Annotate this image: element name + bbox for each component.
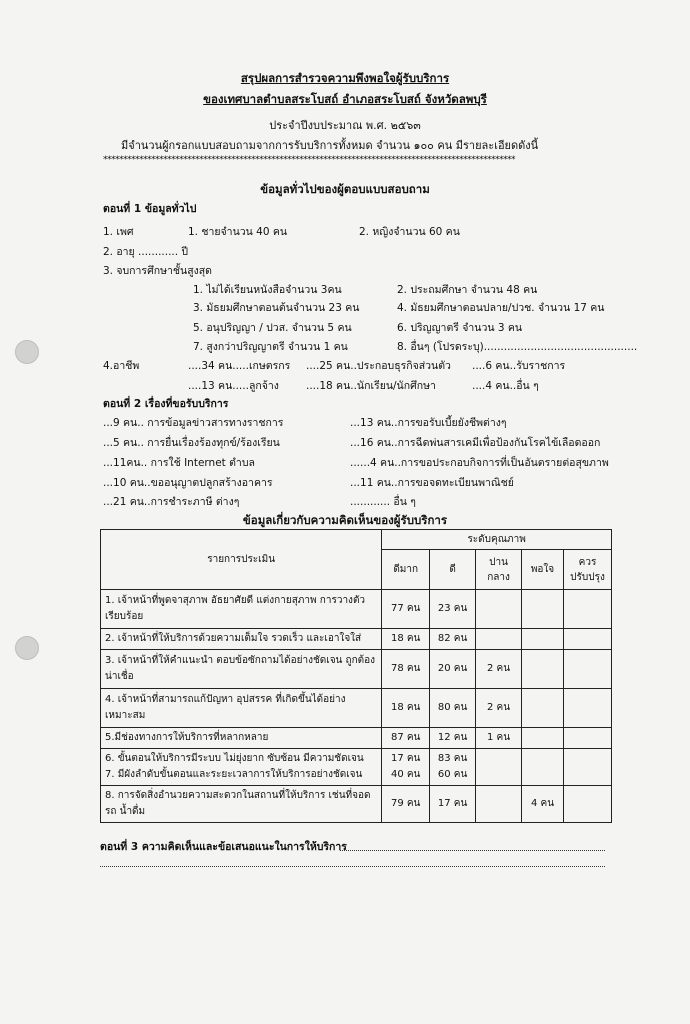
service-item-left: ...5 คน.. การยื่นเรื่องร้องทุกข์/ร้องเรียน bbox=[103, 437, 280, 449]
occupation-item: ....4 คน..อื่น ๆ bbox=[472, 380, 539, 392]
occupation-item: ....18 คน..นักเรียน/นักศึกษา bbox=[306, 380, 436, 392]
part1-heading: ตอนที่ 1 ข้อมูลทั่วไป bbox=[103, 203, 197, 215]
evaluation-item: 2. เจ้าหน้าที่ให้บริการด้วยความเต็มใจ รวดเร็ว และเอาใจใส่ bbox=[101, 629, 382, 650]
level-value bbox=[476, 590, 522, 629]
sex-male: 1. ชายจำนวน 40 คน bbox=[188, 226, 288, 238]
level-value bbox=[522, 728, 564, 749]
level-value: 20 คน bbox=[430, 650, 476, 689]
level-header: ปาน กลาง bbox=[476, 550, 522, 590]
evaluation-item: 3. เจ้าหน้าที่ให้คำแนะนำ ตอบข้อซักถามได้อย่างชัดเจน ถูกต้อง น่าเชื่อ bbox=[101, 650, 382, 689]
table-row bbox=[101, 786, 612, 823]
col-header-item: รายการประเมิน bbox=[101, 530, 382, 590]
service-item-left: ...21 คน..การชำระภาษี ต่างๆ bbox=[103, 496, 240, 508]
evaluation-item: 6. ขั้นตอนให้บริการมีระบบ ไม่ยุ่งยาก ซับซ้อน มีความชัดเจน 7. มีผังลำดับขั้นตอนและระยะเวลาการให้บริการอย่างชัดเจน bbox=[101, 749, 382, 786]
title-line-2: ของเทศบาลตำบลสระโบสถ์ อำเภอสระโบสถ์ จังหวัดลพบุรี bbox=[203, 92, 487, 106]
table-row bbox=[101, 590, 612, 629]
level-value bbox=[476, 786, 522, 823]
edu-item: 1. ไม่ได้เรียนหนังสือจำนวน 3คน bbox=[193, 284, 342, 296]
education-label: 3. จบการศึกษาชั้นสูงสุด bbox=[103, 265, 212, 277]
level-value: 77 คน bbox=[382, 590, 430, 629]
level-value: 4 คน bbox=[522, 786, 564, 823]
edu-item: 7. สูงกว่าปริญญาตรี จำนวน 1 คน bbox=[193, 341, 348, 353]
level-value bbox=[563, 786, 611, 823]
service-item-right: ...13 คน..การขอรับเบี้ยยังชีพต่างๆ bbox=[350, 417, 507, 429]
level-value bbox=[563, 728, 611, 749]
col-header-level: ระดับคุณภาพ bbox=[382, 530, 612, 550]
level-value: 2 คน bbox=[476, 689, 522, 728]
age-field: 2. อายุ ............ ปี bbox=[103, 246, 189, 258]
level-header: ดีมาก bbox=[382, 550, 430, 590]
level-value bbox=[563, 590, 611, 629]
service-item-right: ...11 คน..การขอจดทะเบียนพาณิชย์ bbox=[350, 477, 514, 489]
table-row bbox=[101, 689, 612, 728]
title-line-1: สรุปผลการสำรวจความพึงพอใจผู้รับบริการ bbox=[240, 71, 450, 85]
level-header: พอใจ bbox=[522, 550, 564, 590]
edu-item: 5. อนุปริญญา / ปวส. จำนวน 5 คน bbox=[193, 322, 352, 334]
level-value bbox=[563, 650, 611, 689]
level-value: 79 คน bbox=[382, 786, 430, 823]
evaluation-item: 5.มีช่องทางการให้บริการที่หลากหลาย bbox=[101, 728, 382, 749]
level-value: 87 คน bbox=[382, 728, 430, 749]
punch-hole-bottom bbox=[15, 636, 39, 660]
level-value: 17 คน 40 คน bbox=[382, 749, 430, 786]
level-value bbox=[476, 749, 522, 786]
occupation-item: ....13 คน.....ลูกจ้าง bbox=[188, 380, 279, 392]
level-value: 23 คน bbox=[430, 590, 476, 629]
sex-label: 1. เพศ bbox=[103, 226, 134, 238]
level-value: 18 คน bbox=[382, 629, 430, 650]
table-row bbox=[101, 629, 612, 650]
edu-item: 3. มัธยมศึกษาตอนต้นจำนวน 23 คน bbox=[193, 302, 360, 314]
opinion-table bbox=[100, 529, 612, 823]
level-value bbox=[522, 689, 564, 728]
level-value bbox=[563, 629, 611, 650]
edu-item: 2. ประถมศึกษา จำนวน 48 คน bbox=[397, 284, 538, 296]
level-value bbox=[522, 629, 564, 650]
level-value bbox=[522, 590, 564, 629]
level-value bbox=[522, 749, 564, 786]
service-item-right: ......4 คน..การขอประกอบกิจการที่เป็นอันตรายต่อสุขภาพ bbox=[350, 457, 609, 469]
service-item-left: ...10 คน..ขออนุญาตปลูกสร้างอาคาร bbox=[103, 477, 273, 489]
level-value: 82 คน bbox=[430, 629, 476, 650]
edu-item: 6. ปริญญาตรี จำนวน 3 คน bbox=[397, 322, 523, 334]
occupation-label: 4.อาชีพ bbox=[103, 360, 140, 372]
level-value: 18 คน bbox=[382, 689, 430, 728]
comment-line bbox=[100, 866, 605, 867]
punch-hole-top bbox=[15, 340, 39, 364]
occupation-item: ....6 คน..รับราชการ bbox=[472, 360, 566, 372]
opinion-heading: ข้อมูลเกี่ยวกับความคิดเห็นของผู้รับบริการ bbox=[242, 513, 448, 527]
respondents-count: มีจำนวนผู้กรอกแบบสอบถามจากการรับบริการทั้งหมด จำนวน ๑๐๐ คน มีรายละเอียดดังนี้ bbox=[121, 139, 539, 152]
table-row bbox=[101, 749, 612, 786]
level-value bbox=[563, 689, 611, 728]
service-item-right: ............ อื่น ๆ bbox=[350, 496, 416, 508]
table-row bbox=[101, 728, 612, 749]
level-value: 1 คน bbox=[476, 728, 522, 749]
fiscal-year: ประจำปีงบประมาณ พ.ศ. ๒๕๖๓ bbox=[269, 119, 421, 132]
sex-female: 2. หญิงจำนวน 60 คน bbox=[359, 226, 460, 238]
occupation-item: ....25 คน..ประกอบธุรกิจส่วนตัว bbox=[306, 360, 451, 372]
comment-line bbox=[340, 850, 605, 851]
level-value: 78 คน bbox=[382, 650, 430, 689]
occupation-item: ....34 คน.....เกษตรกร bbox=[188, 360, 291, 372]
part3-heading: ตอนที่ 3 ความคิดเห็นและข้อเสนอแนะในการให้บริการ bbox=[100, 841, 347, 853]
level-value bbox=[522, 650, 564, 689]
level-value: 2 คน bbox=[476, 650, 522, 689]
evaluation-item: 8. การจัดสิ่งอำนวยความสะดวกในสถานที่ให้บริการ เช่นที่จอด รถ น้ำดื่ม bbox=[101, 786, 382, 823]
level-value bbox=[563, 749, 611, 786]
general-heading: ข้อมูลทั่วไปของผู้ตอบแบบสอบถาม bbox=[260, 182, 430, 196]
level-value: 17 คน bbox=[430, 786, 476, 823]
part2-heading: ตอนที่ 2 เรื่องที่ขอรับบริการ bbox=[103, 398, 229, 410]
service-item-left: ...11คน.. การใช้ Internet ตำบล bbox=[103, 457, 255, 469]
edu-item: 8. อื่นๆ (โปรดระบุ).............................................. bbox=[397, 341, 638, 353]
level-header: ดี bbox=[430, 550, 476, 590]
edu-item: 4. มัธยมศึกษาตอนปลาย/ปวช. จำนวน 17 คน bbox=[397, 302, 605, 314]
service-item-left: ...9 คน.. การข้อมูลข่าวสารทางราชการ bbox=[103, 417, 284, 429]
evaluation-item: 4. เจ้าหน้าที่สามารถแก้ปัญหา อุปสรรค ที่เกิดขึ้นได้อย่าง เหมาะสม bbox=[101, 689, 382, 728]
star-separator: ******************************************************************************************************* bbox=[103, 155, 515, 165]
level-header: ควร ปรับปรุง bbox=[563, 550, 611, 590]
level-value: 80 คน bbox=[430, 689, 476, 728]
level-value: 12 คน bbox=[430, 728, 476, 749]
level-value bbox=[476, 629, 522, 650]
level-value: 83 คน 60 คน bbox=[430, 749, 476, 786]
table-row bbox=[101, 650, 612, 689]
service-item-right: ...16 คน..การฉีดพ่นสารเคมีเพื่อป้องกันโรคไข้เลือดออก bbox=[350, 437, 601, 449]
evaluation-item: 1. เจ้าหน้าที่พูดจาสุภาพ อัธยาศัยดี แต่งกายสุภาพ การวางตัว เรียบร้อย bbox=[101, 590, 382, 629]
